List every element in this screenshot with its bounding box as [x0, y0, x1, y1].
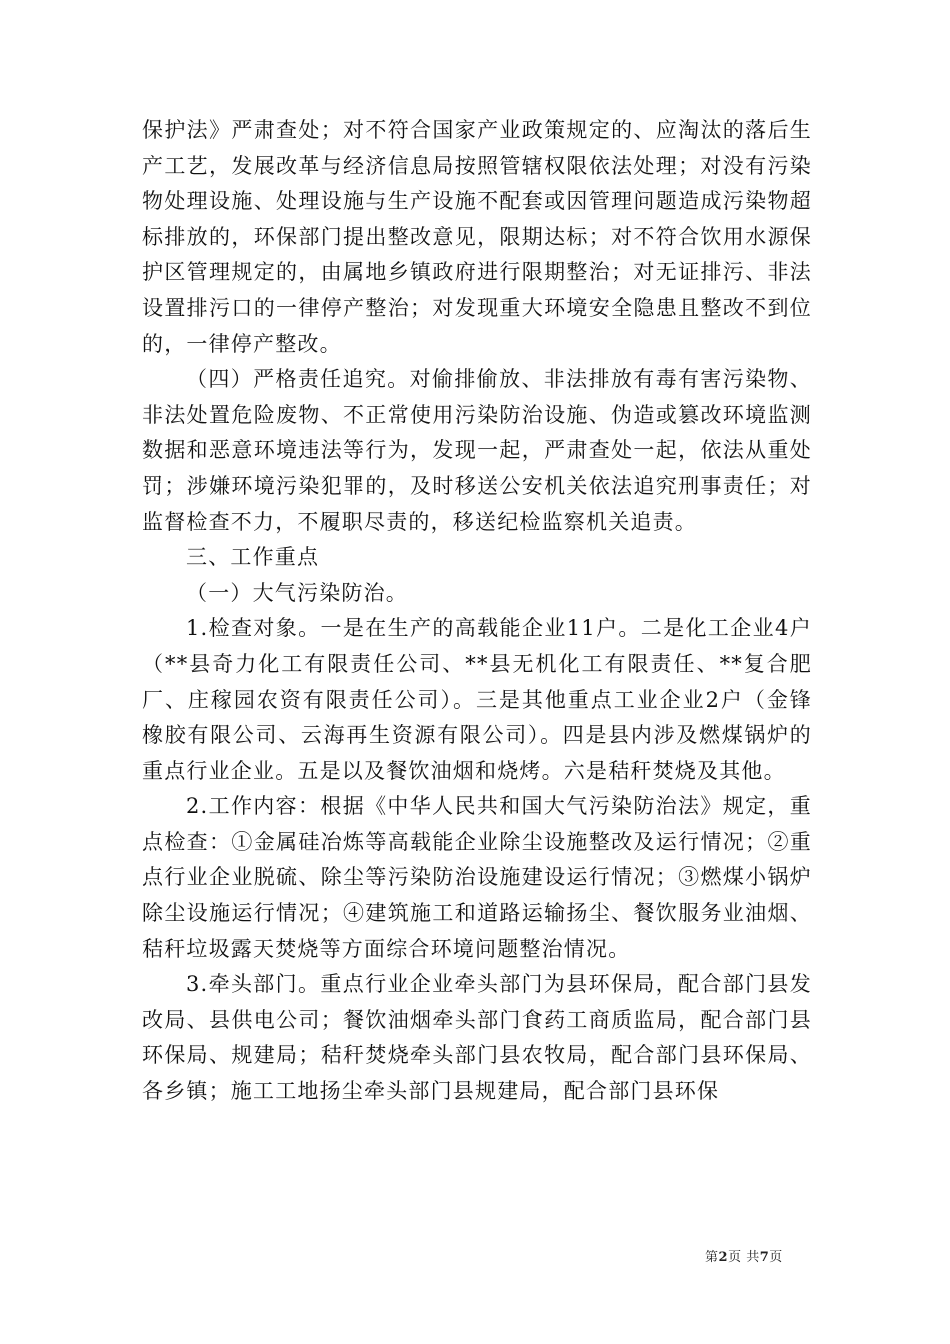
- page-number-footer: [705, 1246, 783, 1265]
- current-page-number: 2: [718, 1250, 729, 1265]
- paragraph: 2.工作内容：根据《中华人民共和国大气污染防治法》规定，重点检查：①金属硅冶炼等高载能企业除尘设施整改及运行情况；②重点行业企业脱硫、除尘等污染防治设施建设运行情况；③燃煤小锅炉除尘设施运行情况；④建筑施工和道路运输扬尘、餐饮服务业油烟、秸秆垃圾露天焚烧等方面综合环境问题整治情况。: [142, 794, 812, 961]
- total-page-count: 7: [759, 1250, 770, 1265]
- paragraph: 3.牵头部门。重点行业企业牵头部门为县环保局，配合部门县发改局、县供电公司；餐饮油烟牵头部门食药工商质监局，配合部门县环保局、规建局；秸秆焚烧牵头部门县农牧局，配合部门县环保局、各乡镇；施工工地扬尘牵头部门县规建局，配合部门县环保: [142, 972, 812, 1104]
- document-body: [142, 113, 812, 1110]
- section-heading: 三、工作重点: [186, 545, 320, 570]
- paragraph: 保护法》严肃查处；对不符合国家产业政策规定的、应淘汰的落后生产工艺，发展改革与经济信息局按照管辖权限依法处理；对没有污染物处理设施、处理设施与生产设施不配套或因管理问题造成污染物超标排放的，环保部门提出整改意见，限期达标；对不符合饮用水源保护区管理规定的，由属地乡镇政府进行限期整治；对无证排污、非法设置排污口的一律停产整治；对发现重大环境安全隐患且整改不到位的，一律停产整改。: [142, 118, 812, 356]
- footer-suffix: 页: [769, 1250, 783, 1265]
- paragraph: 1.检查对象。一是在生产的高载能企业11户。二是化工企业4户（**县奇力化工有限责任公司、**县无机化工有限责任、**复合肥厂、庄稼园农资有限责任公司）。三是其他重点工业企业2户（金锋橡胶有限公司、云海再生资源有限公司）。四是县内涉及燃煤锅炉的重点行业企业。五是以及餐饮油烟和烧烤。六是秸秆焚烧及其他。: [142, 616, 812, 783]
- subsection-heading: （一）大气污染防治。: [186, 580, 408, 605]
- footer-middle: 页 共: [728, 1250, 760, 1265]
- paragraph: （四）严格责任追究。对偷排偷放、非法排放有毒有害污染物、非法处置危险废物、不正常使用污染防治设施、伪造或篡改环境监测数据和恶意环境违法等行为，发现一起，严肃查处一起，依法从重处罚；涉嫌环境污染犯罪的，及时移送公安机关依法追究刑事责任；对监督检查不力，不履职尽责的，移送纪检监察机关追责。: [142, 367, 812, 534]
- footer-prefix: 第: [705, 1250, 719, 1265]
